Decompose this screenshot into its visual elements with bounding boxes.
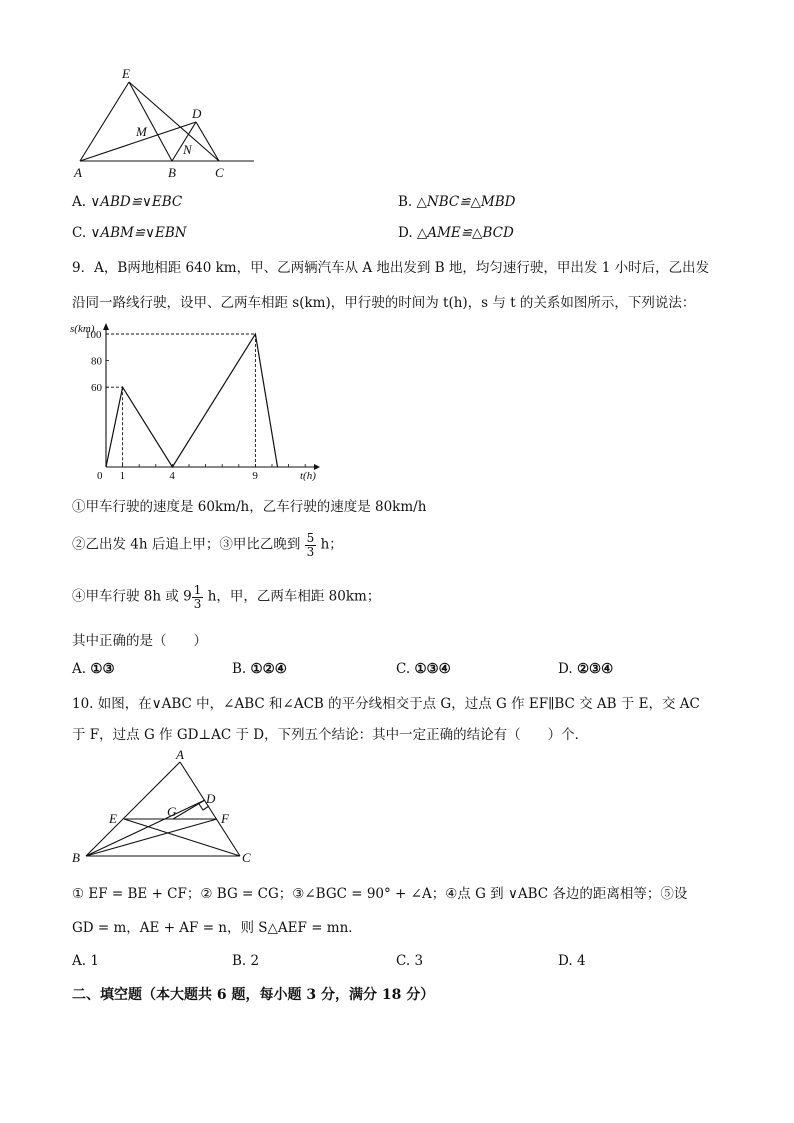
label-c: C bbox=[242, 850, 251, 865]
label-g: G bbox=[167, 804, 177, 819]
y-axis-arrow bbox=[103, 323, 109, 330]
q9-option-b: B. ①②④ bbox=[232, 661, 287, 677]
series-line bbox=[106, 334, 278, 467]
y-axis-label: s(km) bbox=[70, 323, 95, 335]
q9-statement-2-3: ②乙出发 4h 后追上甲；③甲比乙晚到 $\frac{5}{3}$ h； bbox=[72, 531, 343, 559]
section-2-heading: 二、填空题（本大题共 6 题，每小题 3 分，满分 18 分） bbox=[72, 987, 435, 1003]
label-e: E bbox=[122, 66, 130, 81]
q9-option-a: A. ①③ bbox=[72, 661, 115, 677]
label-n: N bbox=[183, 142, 192, 157]
label-m: M bbox=[136, 124, 147, 139]
q10-conclusions-line1: ① EF = BE + CF；② BG = CG；③∠BGC = 90° + ∠A；④点 G 到 ∨ABC 各边的距离相等；⑤设 bbox=[72, 886, 688, 902]
q9-question: 其中正确的是（ ） bbox=[72, 633, 207, 649]
label-a: A bbox=[176, 748, 184, 762]
q9-statement-4: ④甲车行驶 8h 或 9 $\frac{1}{3}$ h，甲，乙两车相距 80km； bbox=[72, 583, 381, 611]
x-tick-label: 4 bbox=[169, 470, 175, 482]
q10-triangle-figure bbox=[66, 748, 266, 870]
q9-stem-line1: 9．A，B两地相距 640 km，甲、乙两辆汽车从 A 地出发到 B 地，均匀速行驶，甲出发 1 小时后，乙出发 bbox=[72, 260, 710, 276]
q9-option-c: C. ①③④ bbox=[396, 661, 451, 677]
x-tick-label: 9 bbox=[252, 470, 258, 482]
q10-stem-line2: 于 F，过点 G 作 GD⊥AC 于 D，下列五个结论：其中一定正确的结论有（ ）个． bbox=[72, 727, 589, 743]
origin-label: 0 bbox=[97, 470, 103, 482]
y-tick-label: 60 bbox=[91, 382, 102, 395]
q10-option-b: B. 2 bbox=[232, 953, 260, 969]
q10-option-c: C. 3 bbox=[396, 953, 424, 969]
q10-conclusions-line2: GD = m，AE + AF = n，则 S△AEF = mn． bbox=[72, 920, 362, 936]
q10-stem-line1: 10. 如图，在∨ABC 中，∠ABC 和∠ACB 的平分线相交于点 G，过点 G 作 EF∥BC 交 AB 于 E，交 AC bbox=[72, 696, 700, 712]
q8-option-b: B. △NBC≌△MBD bbox=[398, 194, 516, 210]
label-d: D bbox=[192, 106, 202, 121]
q9-stem-line2: 沿同一路线行驶，设甲、乙两车相距 s(km)，甲行驶的时间为 t(h)，s 与 t 的关系如图所示，下列说法： bbox=[72, 295, 696, 311]
label-e: E bbox=[109, 811, 117, 826]
label-f: F bbox=[221, 811, 229, 826]
q9-statement-1: ①甲车行驶的速度是 60km/h，乙车行驶的速度是 80km/h bbox=[72, 499, 427, 515]
label-b: B bbox=[72, 850, 80, 865]
q8-option-d: D. △AME≌△BCD bbox=[398, 225, 514, 241]
y-tick-label: 100 bbox=[85, 329, 102, 341]
q9-distance-time-chart bbox=[68, 320, 328, 490]
q9-option-d: D. ②③④ bbox=[558, 661, 614, 677]
label-b: B bbox=[168, 165, 176, 180]
q8-triangle-figure bbox=[70, 64, 260, 182]
label-d: D bbox=[206, 791, 216, 806]
label-c: C bbox=[215, 165, 224, 180]
q8-option-c: C. ∨ABM≌∨EBN bbox=[72, 225, 187, 241]
x-axis-label: t(h) bbox=[300, 470, 316, 482]
y-tick-label: 80 bbox=[91, 355, 102, 368]
q10-option-a: A. 1 bbox=[72, 953, 99, 969]
x-tick-label: 1 bbox=[119, 470, 126, 482]
q8-option-a: A. ∨ABD≌∨EBC bbox=[72, 194, 183, 210]
label-a: A bbox=[74, 165, 82, 180]
q10-option-d: D. 4 bbox=[558, 953, 586, 969]
